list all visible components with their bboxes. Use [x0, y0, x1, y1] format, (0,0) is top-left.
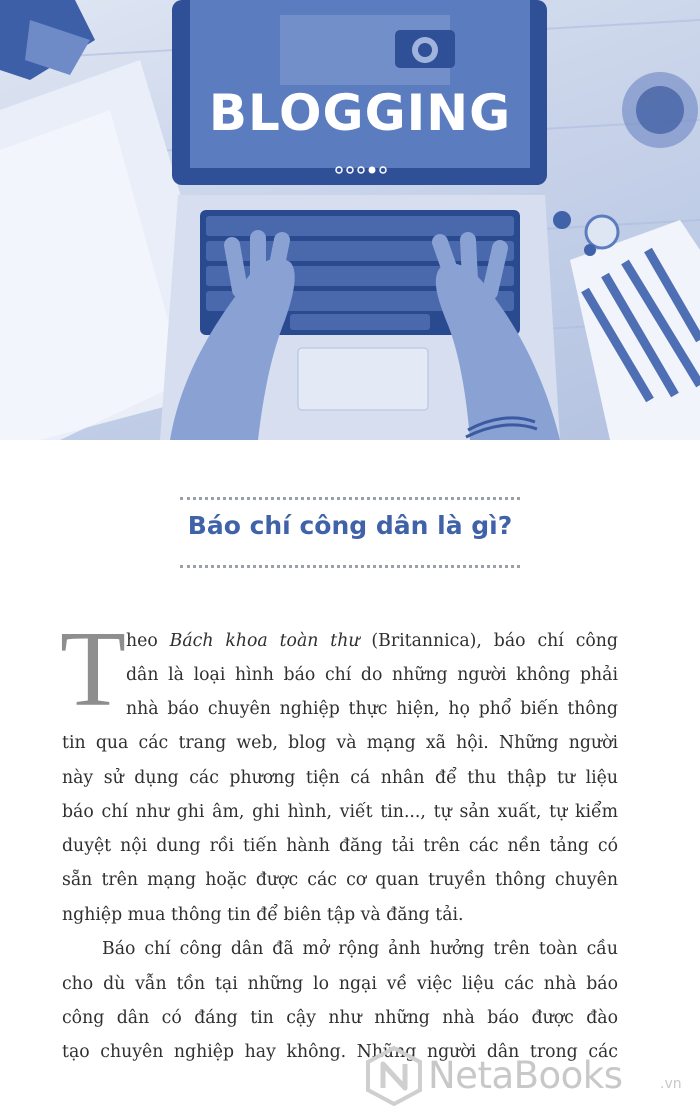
paragraph-2-line-1: Báo chí công dân đã mở rộng ảnh hưởng trên toàn cầu: [102, 939, 618, 959]
drop-cap: T: [60, 610, 126, 729]
paragraph-1-line: duyệt nội dung rồi tiến hành đăng tải trên các nền tảng có: [62, 836, 618, 856]
paragraph-1-line: tin qua các trang web, blog và mạng xã hội. Những người: [62, 733, 618, 753]
watermark-brand: NetaBooks: [428, 1054, 623, 1097]
screen-headline: BLOGGING: [208, 84, 512, 142]
paragraph-1-line: nhà báo chuyên nghiệp thực hiện, họ phổ biến thông: [126, 699, 618, 719]
paragraph-1-line: sẵn trên mạng hoặc được các cơ quan truyền thông chuyên: [62, 870, 618, 890]
paragraph-2-line: công dân có đáng tin cậy như những nhà báo được đào: [62, 1008, 618, 1028]
paragraph-2-line: cho dù vẫn tồn tại những lo ngại về việc liệu các nhà báo: [62, 974, 618, 994]
netabooks-logo-icon: [366, 1046, 422, 1106]
paragraph-1-line-1: heo Bách khoa toàn thư (Britannica), báo chí công: [126, 631, 618, 651]
paragraph-2-line: tạo chuyên nghiệp hay không. Những người dân trong các: [62, 1042, 618, 1062]
heading-rule-top: [180, 497, 520, 500]
paragraph-1-line: dân là loại hình báo chí do những người không phải: [126, 665, 618, 685]
laptop-illustration: [0, 0, 700, 440]
section-title: Báo chí công dân là gì?: [187, 511, 513, 540]
hero-photo: [0, 0, 700, 440]
paragraph-1-line-last: nghiệp mua thông tin để biên tập và đăng tải.: [62, 905, 464, 925]
heading-rule-bottom: [180, 565, 520, 568]
paragraph-1-line: này sử dụng các phương tiện cá nhân để thu thập tư liệu: [62, 768, 618, 788]
watermark-suffix: .vn: [660, 1076, 682, 1092]
paragraph-1-line: báo chí như ghi âm, ghi hình, viết tin..., tự sản xuất, tự kiểm: [62, 802, 618, 822]
book-title-italic: Bách khoa toàn thư: [169, 631, 360, 651]
